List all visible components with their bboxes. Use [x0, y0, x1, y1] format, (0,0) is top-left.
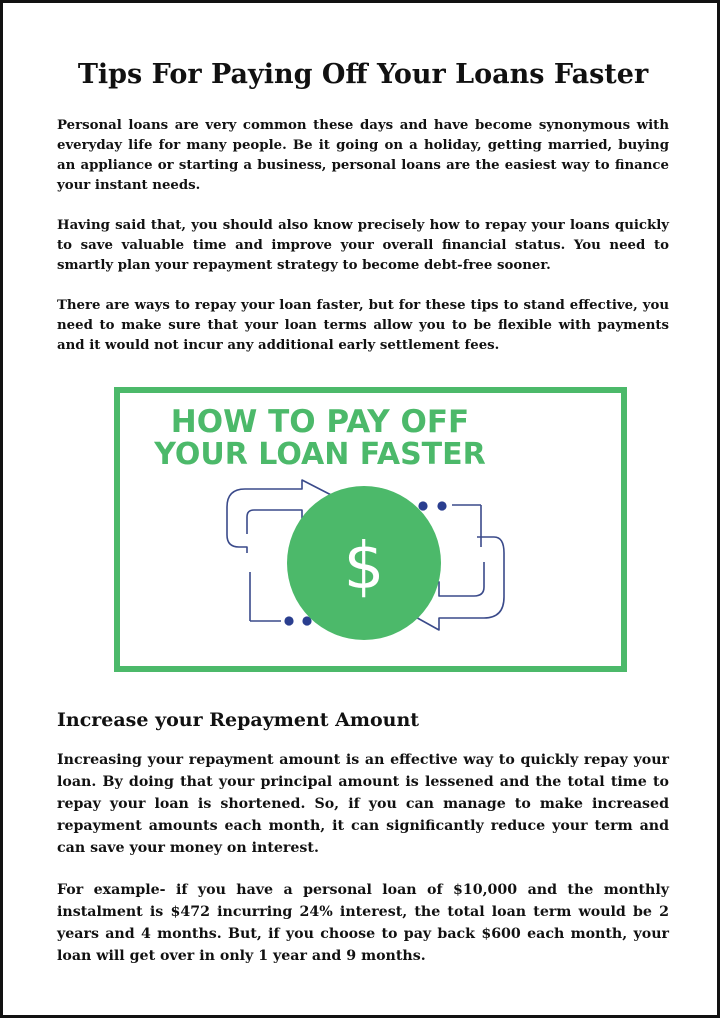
illustration-heading-line2: YOUR LOAN FASTER	[154, 437, 486, 472]
intro-paragraph-1: Personal loans are very common these days and have become synonymous with everyday life for many people. Be it going on a holiday, getting married, buying an appliance or starting a business, personal loans are the easiest way to finance your instant needs.	[57, 118, 669, 193]
how-to-pay-off-illustration	[114, 387, 627, 672]
section-heading: Increase your Repayment Amount	[57, 709, 420, 731]
illustration-heading-line1: HOW TO PAY OFF	[170, 404, 470, 440]
page-title: Tips For Paying Off Your Loans Faster	[77, 59, 649, 90]
dot-icon	[437, 501, 446, 510]
intro-paragraph-3: There are ways to repay your loan faster, but for these tips to stand effective, you need to make sure that your loan terms allow you to be flexible with payments and it would not incur any additional early settlement fees.	[57, 298, 669, 353]
intro-paragraph-2: Having said that, you should also know precisely how to repay your loans quickly to save valuable time and improve your overall financial status. You need to smartly plan your repayment strategy to become debt-free sooner.	[57, 218, 669, 273]
dot-icon	[418, 501, 427, 510]
section-paragraph-2: For example- if you have a personal loan of $10,000 and the monthly instalment is $472 incurring 24% interest, the total loan term would be 2 years and 4 months. But, if you choose to pay back $600 each month, your loan will get over in only 1 year and 9 months.	[57, 882, 669, 964]
section-paragraph-1: Increasing your repayment amount is an effective way to quickly repay your loan. By doing that your principal amount is lessened and the total time to repay your loan is shortened. So, if you can manage to make increased repayment amounts each month, it can significantly reduce your term and can save your money on interest.	[57, 752, 669, 856]
dollar-sign-icon: $	[343, 530, 385, 604]
dot-icon	[284, 616, 293, 625]
